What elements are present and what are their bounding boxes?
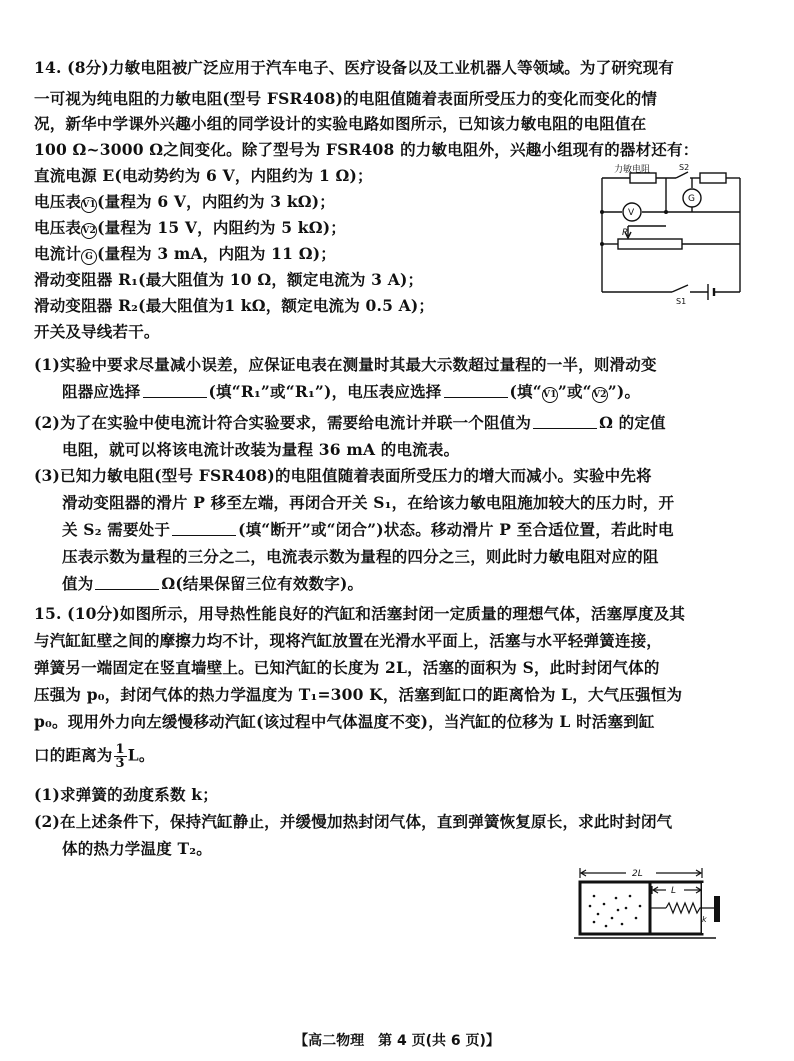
q15-line-6 bbox=[34, 743, 155, 770]
q14-line-2: 一可视为纯电阻的力敏电阻(型号 FSR408)的电阻值随着表面所受压力的变化而变化的情 bbox=[34, 89, 658, 108]
text-seg: Ω(结果保留三位有效数字)。 bbox=[161, 574, 364, 593]
frac-den: 3 bbox=[115, 756, 125, 771]
q14-part-3-line-3 bbox=[62, 520, 674, 540]
q14-part-3-line-2: 滑动变阻器的滑片 P 移至左端，再闭合开关 S₁，在给该力敏电阻施加较大的压力时，开 bbox=[62, 493, 675, 512]
fig-p-label: P bbox=[622, 228, 628, 238]
page-footer: 【高二物理 第 4 页(共 6 页)】 bbox=[294, 1033, 500, 1049]
q15-line-2: 与汽缸缸壁之间的摩擦力均不计，现将汽缸放置在光滑水平面上，活塞与水平轻弹簧连接， bbox=[34, 631, 663, 650]
text-seg: 值为 bbox=[62, 574, 94, 593]
q15-line-1: 15. (10分)如图所示，用导热性能良好的汽缸和活塞封闭一定质量的理想气体，活塞厚度及其 bbox=[34, 604, 686, 623]
gas-particles bbox=[589, 895, 642, 928]
circuit-diagram bbox=[592, 164, 752, 314]
answer-blank-4[interactable] bbox=[172, 521, 236, 536]
fig-k-label: k bbox=[702, 915, 707, 924]
galvanometer-spec: (量程为 3 mA，内阻为 11 Ω)； bbox=[97, 244, 336, 263]
text-seg: (填“ bbox=[509, 382, 542, 401]
q15-line-4: 压强为 p₀，封闭气体的热力学温度为 T₁=300 K，活塞到缸口的距离恰为 L，大气压强恒为 bbox=[34, 685, 683, 704]
fraction-one-third bbox=[114, 743, 127, 770]
text-seg: ”)。 bbox=[607, 382, 641, 401]
q14-part-1-line-2 bbox=[62, 382, 640, 403]
q14-line-7 bbox=[34, 218, 346, 239]
q14-part-2-line-1 bbox=[34, 413, 666, 433]
answer-blank-1[interactable] bbox=[143, 383, 207, 398]
q14-part-3-line-4: 压表示数为量程的三分之二，电流表示数为量程的四分之三，则此时力敏电阻对应的阻 bbox=[62, 547, 659, 566]
switch-s2 bbox=[676, 172, 688, 178]
q14-line-9: 滑动变阻器 R₁(最大阻值为 10 Ω，额定电流为 3 A)； bbox=[34, 270, 424, 289]
q15-part-2-line-2: 体的热力学温度 T₂。 bbox=[62, 839, 212, 858]
q15-line-5: p₀。现用外力向左缓慢移动汽缸(该过程中气体温度不变)，当汽缸的位移为 L 时活塞到缸 bbox=[34, 712, 655, 731]
q14-line-4: 100 Ω~3000 Ω之间变化。除了型号为 FSR408 的力敏电阻外，兴趣小组现有的器材还有： bbox=[34, 140, 699, 159]
answer-blank-5[interactable] bbox=[95, 575, 159, 590]
voltmeter-2-spec: (量程为 15 V，内阻约为 5 kΩ)； bbox=[97, 218, 346, 237]
q14-part-3-line-1: (3)已知力敏电阻(型号 FSR408)的电阻值随着表面所受压力的增大而减小。实验中先将 bbox=[34, 466, 652, 485]
wall bbox=[714, 896, 720, 922]
shunt-resistor bbox=[700, 173, 726, 183]
fig-sensor-label: 力敏电阻 bbox=[614, 165, 651, 175]
frac-num: 1 bbox=[115, 742, 125, 757]
q14-line-5: 直流电源 E(电动势约为 6 V，内阻约为 1 Ω)； bbox=[34, 166, 373, 185]
fig-g-label: G bbox=[688, 194, 695, 204]
q14-part-2-line-2: 电阻，就可以将该电流计改装为量程 36 mA 的电流表。 bbox=[62, 440, 460, 459]
text-seg: (2)为了在实验中使电流计符合实验要求，需要给电流计并联一个阻值为 bbox=[34, 413, 532, 432]
text-seg: (填“R₁”或“R₁”)，电压表应选择 bbox=[208, 382, 442, 401]
cylinder-diagram bbox=[570, 862, 730, 947]
q14-line-6 bbox=[34, 192, 335, 213]
answer-blank-3[interactable] bbox=[533, 414, 597, 429]
fig-s2-label: S2 bbox=[679, 164, 690, 172]
q14-part-3-line-5 bbox=[62, 574, 363, 594]
q15-part-1: (1)求弹簧的劲度系数 k； bbox=[34, 785, 218, 804]
voltmeter-1-label: 电压表 bbox=[34, 192, 82, 211]
q15-part-2-line-1: (2)在上述条件下，保持汽缸静止，并缓慢加热封闭气体，直到弹簧恢复原长，求此时封闭气 bbox=[34, 812, 673, 831]
text-seg: 关 S₂ 需要处于 bbox=[62, 520, 171, 539]
fig-v-label: V bbox=[628, 208, 635, 218]
q14-line-3: 况，新华中学课外兴趣小组的同学设计的实验电路如图所示，已知该力敏电阻的电阻值在 bbox=[34, 114, 647, 133]
voltmeter-2-icon: V2 bbox=[592, 387, 608, 403]
galvanometer-label: 电流计 bbox=[34, 244, 82, 263]
text-seg: ”或“ bbox=[557, 382, 592, 401]
voltmeter-1-icon: V1 bbox=[81, 197, 97, 213]
voltmeter-1-spec: (量程为 6 V，内阻约为 3 kΩ)； bbox=[97, 192, 335, 211]
fig-2l-label: 2L bbox=[632, 869, 643, 879]
q14-line-11: 开关及导线若干。 bbox=[34, 322, 160, 341]
galvanometer-icon: G bbox=[81, 249, 97, 265]
cylinder-body bbox=[580, 882, 702, 934]
q14-line-1: 14. (8分)力敏电阻被广泛应用于汽车电子、医疗设备以及工业机器人等领域。为了研究现有 bbox=[34, 58, 675, 77]
q14-part-1-line-1: (1)实验中要求尽量减小误差，应保证电表在测量时其最大示数超过量程的一半，则滑动变 bbox=[34, 355, 657, 374]
switch-s1 bbox=[672, 285, 688, 292]
text-seg: Ω 的定值 bbox=[599, 413, 666, 432]
q14-line-10: 滑动变阻器 R₂(最大阻值为1 kΩ，额定电流为 0.5 A)； bbox=[34, 296, 435, 315]
rheostat-symbol bbox=[618, 239, 682, 249]
text-seg: 口的距离为 bbox=[34, 745, 113, 765]
voltmeter-2-label: 电压表 bbox=[34, 218, 82, 237]
q15-line-3: 弹簧另一端固定在竖直墙壁上。已知汽缸的长度为 2L，活塞的面积为 S，此时封闭气体的 bbox=[34, 658, 660, 677]
text-seg: (填“断开”或“闭合”)状态。移动滑片 P 至合适位置，若此时电 bbox=[238, 520, 674, 539]
answer-blank-2[interactable] bbox=[444, 383, 508, 398]
fig-s1-label: S1 bbox=[676, 297, 687, 306]
q14-line-8 bbox=[34, 244, 336, 265]
voltmeter-1-icon: V1 bbox=[542, 387, 558, 403]
text-seg: L。 bbox=[127, 745, 155, 765]
voltmeter-2-icon: V2 bbox=[81, 223, 97, 239]
text-seg: 阻器应选择 bbox=[62, 382, 141, 401]
fig-l-label: L bbox=[671, 886, 677, 896]
